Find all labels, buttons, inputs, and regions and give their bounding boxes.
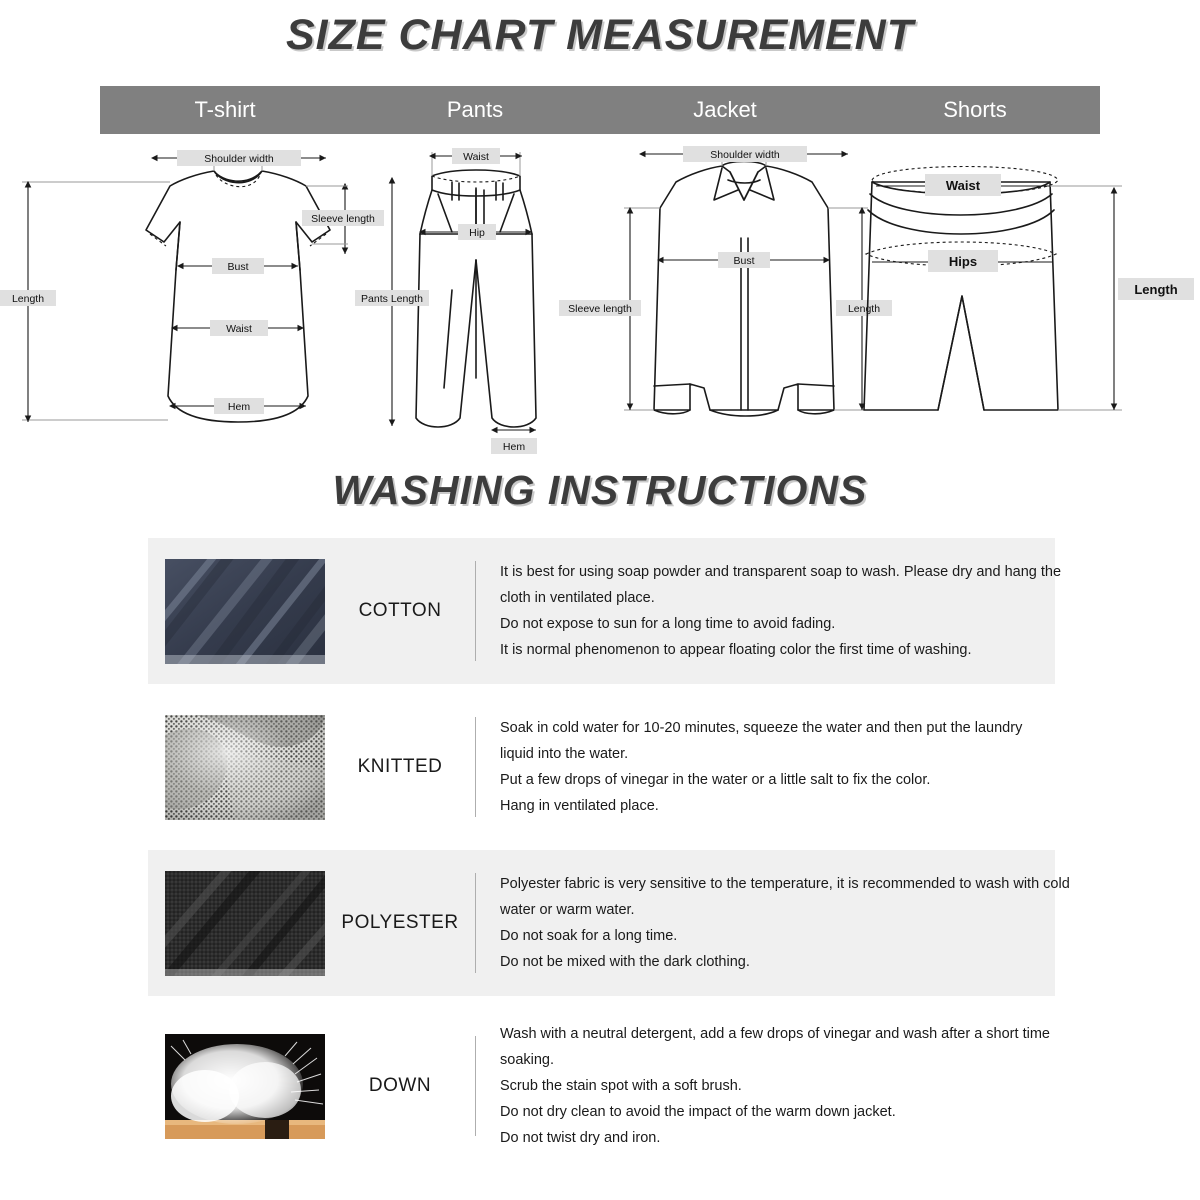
shorts-label-length: Length [1134,282,1178,297]
page-title-washing: WASHING INSTRUCTIONS [332,467,868,513]
pants-label-hem: Hem [502,441,526,453]
washing-line: It is best for using soap powder and transparent soap to wash. Please dry and hang the [500,564,1062,580]
washing-line: Wash with a neutral detergent, add a few drops of vinegar and wash after a short time [500,1026,1050,1042]
washing-text-polyester [476,871,1070,975]
washing-row-polyester [0,850,1200,996]
washing-line: Do not twist dry and iron. [500,1130,661,1146]
jacket-label-shoulder-width: Shoulder width [710,149,780,161]
tshirt-label-hem: Hem [227,401,251,413]
category-label-jacket: Jacket [693,97,757,122]
tshirt-label-sleeve-length: Sleeve length [311,213,375,225]
washing-row-cotton [0,538,1200,684]
washing-line: cloth in ventilated place. [500,590,655,606]
washing-text-down [476,1021,1050,1151]
washing-line: Do not dry clean to avoid the impact of the warm down jacket. [500,1104,896,1120]
page-title-size-chart: SIZE CHART MEASUREMENT [285,11,914,59]
category-label-pants: Pants [446,97,504,122]
tshirt-label-length: Length [11,293,45,305]
washing-line: Do not soak for a long time. [500,928,678,944]
knitted-fabric-swatch [165,715,325,820]
washing-instructions-list [0,538,1200,1176]
shorts-label-hips: Hips [948,254,978,269]
pants-label-waist: Waist [463,151,489,163]
category-header-bar [100,86,1100,134]
washing-line: Soak in cold water for 10-20 minutes, squeeze the water and then put the laundry [500,720,1023,736]
down-fabric-swatch [165,1034,325,1139]
category-cell-tshirt [100,86,350,134]
washing-line: Hang in ventilated place. [500,798,659,814]
fabric-name-down: DOWN [368,1075,432,1096]
washing-line: Scrub the stain spot with a soft brush. [500,1078,742,1094]
category-label-tshirt: T-shirt [194,97,256,122]
washing-line: Do not be mixed with the dark clothing. [500,954,750,970]
cotton-fabric-swatch [165,559,325,664]
category-cell-jacket [600,86,850,134]
diagram-shorts [864,167,1194,411]
tshirt-label-waist: Waist [226,323,252,335]
diagram-tshirt [0,150,384,422]
washing-line: It is normal phenomenon to appear floating color the first time of washing. [500,642,972,658]
pants-label-pants-length: Pants Length [361,293,423,305]
washing-text-knitted [476,715,1022,819]
diagram-pants [355,148,537,454]
shorts-label-waist: Waist [945,178,981,193]
washing-text-cotton [476,559,1061,663]
washing-row-knitted [0,694,1200,840]
polyester-fabric-swatch [165,871,325,976]
diagram-jacket [559,146,892,416]
washing-line: Do not expose to sun for a long time to avoid fading. [500,616,836,632]
fabric-name-cotton: COTTON [358,600,442,621]
category-cell-pants [350,86,600,134]
fabric-name-knitted: KNITTED [357,756,443,777]
category-cell-shorts [850,86,1100,134]
jacket-label-sleeve-length: Sleeve length [568,303,632,315]
washing-line: Polyester fabric is very sensitive to the temperature, it is recommended to wash with cold [500,876,1070,892]
jacket-label-bust: Bust [733,255,755,267]
pants-label-hip: Hip [469,227,485,239]
category-label-shorts: Shorts [943,97,1007,122]
fabric-name-polyester: POLYESTER [341,912,459,933]
washing-line: liquid into the water. [500,746,629,762]
garment-diagram-strip [0,138,1200,458]
tshirt-label-bust: Bust [227,261,249,273]
jacket-label-length: Length [847,303,881,315]
tshirt-label-shoulder-width: Shoulder width [204,153,274,165]
washing-line: soaking. [500,1052,555,1068]
washing-line: Put a few drops of vinegar in the water or a little salt to fix the color. [500,772,931,788]
washing-line: water or warm water. [500,902,635,918]
washing-row-down [0,1006,1200,1166]
